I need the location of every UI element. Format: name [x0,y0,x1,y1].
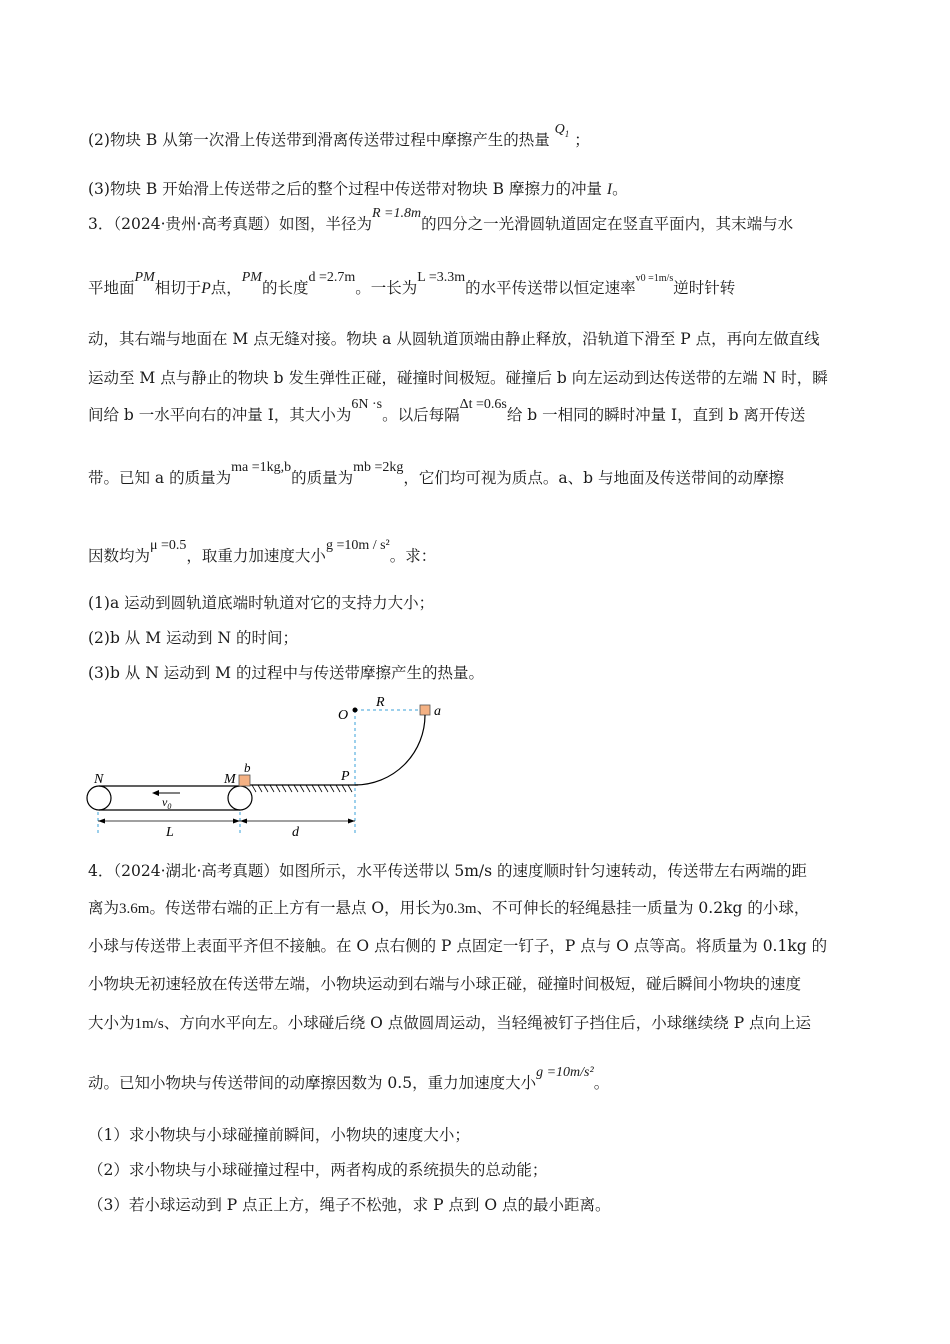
q3-part1: (1)a 运动到圆轨道底端时轨道对它的支持力大小； [88,594,435,612]
q4-line4: 小物块无初速轻放在传送带左端，小物块运动到右端与小球正碰，碰撞时间极短，碰后瞬间小物块的速度 [88,975,802,993]
q3-number: 3． [88,215,114,233]
ground-hatching [252,785,352,792]
q3-radius: R =1.8m [371,206,422,221]
q4-g-value: g =10m/s² [536,1065,594,1080]
q3-d-value: d =2.7m [308,270,356,285]
q3-impulse-value: 6N ·s [351,397,383,412]
q4-part2: （2）求小物块与小球碰撞过程中，两者构成的系统损失的总动能； [88,1161,548,1179]
label-L: L [166,825,174,838]
q3-line7: 因数均为μ =0.5，取重力加速度大小g =10m / s²。求： [88,545,436,569]
q3-line2: 平地面PM相切于P点，PM的长度d =2.7m。一长为L =3.3m的水平传送带以恒定速率v0 =1m/s逆时针转 [88,277,735,302]
q4-number: 4． [88,862,114,880]
q3-source: （2024·贵州·高考真题） [113,215,279,233]
q3-line4: 运动至 M 点与静止的物块 b 发生弹性正碰，碰撞时间极短。碰撞后 b 向左运动到达传送带的左端 N 时，瞬 [88,369,828,387]
q3-line1: 3．（2024·贵州·高考真题）如图，半径为R =1.8m的四分之一光滑圆轨道固定在竖直平面内，其末端与水 [88,213,793,237]
q3-part2: (2)b 从 M 运动到 N 的时间； [88,629,298,647]
q3-mb-value: mb =2kg [353,460,404,475]
label-v0: $v_0$ [162,795,172,811]
label-M: M [224,772,236,787]
q3-diagram [80,688,460,838]
q4-distance: 3.6m [119,901,150,917]
label-b: b [244,760,251,775]
q3-part3: (3)b 从 N 运动到 M 的过程中与传送带摩擦产生的热量。 [88,664,484,682]
q4-speed: 1m/s [134,1016,164,1032]
q4-line1: 4．（2024·湖北·高考真题）如图所示，水平传送带以 5m/s 的速度顺时针匀速转动，传送带左右两端的距 [88,862,808,880]
block-a [420,705,430,715]
q3-g-value: g =10m / s² [325,538,390,553]
q3-L-value: L =3.3m [417,270,466,285]
q4-source: （2024·湖北·高考真题） [113,862,279,880]
block-b [239,775,250,786]
q3-v0-value: v0 =1m/s [635,273,674,284]
q3-line6: 带。已知 a 的质量为ma =1kg,b的质量为mb =2kg，它们均可视为质点。a、b 与地面及传送带间的动摩擦 [88,467,784,491]
q3-line5: 间给 b 一水平向右的冲量 I，其大小为6N ·s。以后每隔Δt =0.6s给 b 一相同的瞬时冲量 I，直到 b 离开传送 [88,404,805,428]
q4-line3: 小球与传送带上表面平齐但不接触。在 O 点右侧的 P 点固定一钉子，P 点与 O 点等高。将质量为 0.1kg 的 [88,937,828,955]
pulley-left [87,786,111,810]
q4-part1: （1）求小物块与小球碰撞前瞬间，小物块的速度大小； [88,1126,470,1144]
point-O [353,708,358,713]
q4-line5: 大小为1m/s、方向水平向左。小球碰后绕 O 点做圆周运动，当轻绳被钉子挡住后，小球继续绕 P 点向上运 [88,1012,811,1035]
q3-dt-value: Δt =0.6s [459,397,507,412]
label-d: d [292,825,299,838]
label-a: a [434,704,441,719]
circular-track [355,715,425,785]
label-N: N [94,772,104,787]
q2-part3: (3)物块 B 开始滑上传送带之后的整个过程中传送带对物块 B 摩擦力的冲量 I。 [88,180,628,198]
q4-part3: （3）若小球运动到 P 点正上方，绳子不松弛，求 P 点到 O 点的最小距离。 [88,1196,611,1214]
q4-line2: 离为3.6m。传送带右端的正上方有一悬点 O，用长为0.3m、不可伸长的轻绳悬挂一质量为 0.2kg 的小球， [88,897,809,920]
label-O: O [338,708,349,723]
q3-mu-value: μ =0.5 [150,538,187,553]
label-P: P [341,769,350,784]
q2-Q1-symbol: $Q_1$ [554,122,570,139]
velocity-arrowhead [152,790,159,796]
q4-line6: 动。已知小物块与传送带间的动摩擦因数为 0.5，重力加速度大小g =10m/s²。 [88,1072,609,1096]
q3-ma-value: ma =1kg,b [231,460,292,475]
q3-line3: 动，其右端与地面在 M 点无缝对接。物块 a 从圆轨道顶端由静止释放，沿轨道下滑至 P 点，再向左做直线 [88,330,820,348]
q4-rope-length: 0.3m [446,901,477,917]
q2-part2: (2)物块 B 从第一次滑上传送带到滑离传送带过程中摩擦产生的热量 $Q_1$ ； [88,129,590,153]
pulley-right [228,786,252,810]
label-R: R [376,695,385,710]
